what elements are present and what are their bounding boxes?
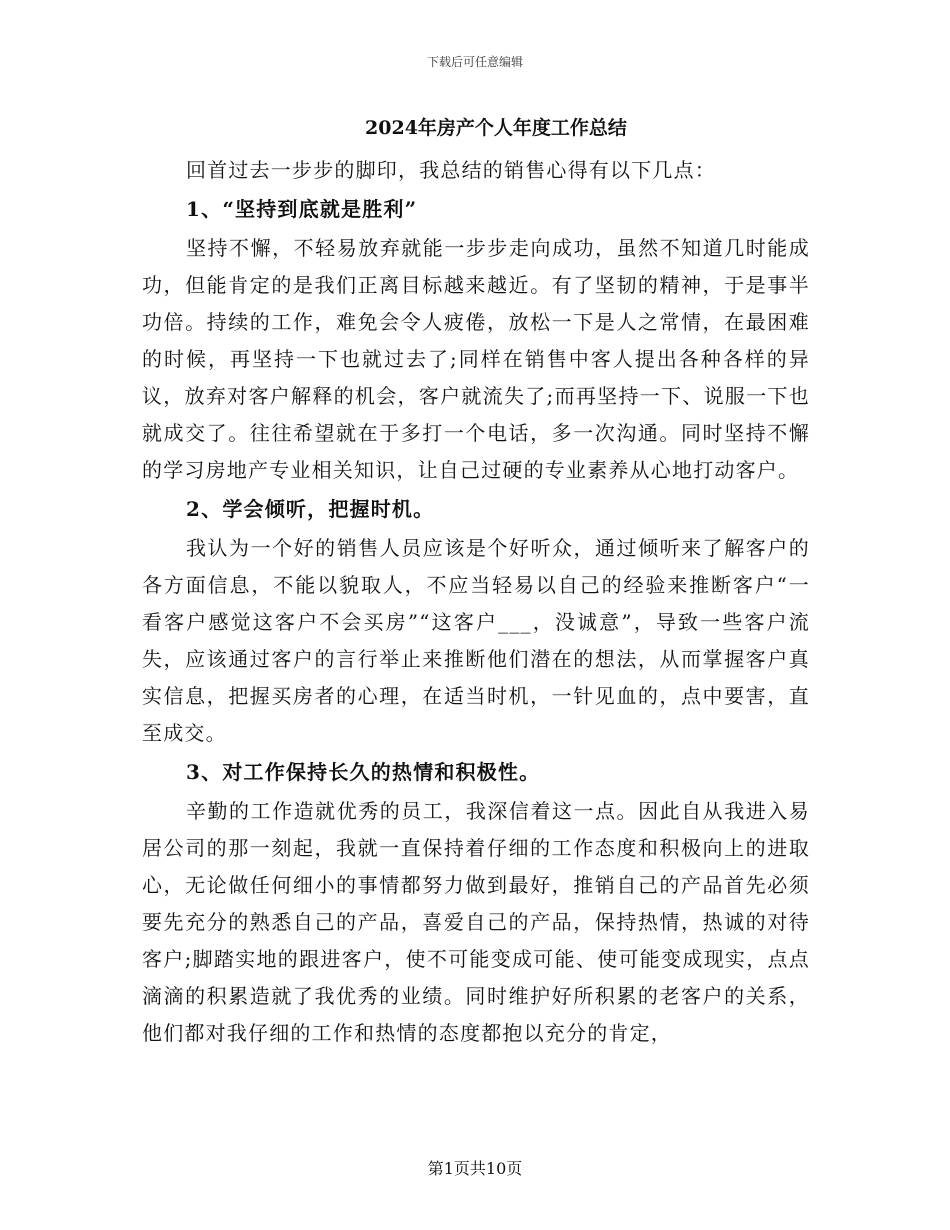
- section-body-2: 我认为一个好的销售人员应该是个好听众，通过倾听来了解客户的各方面信息，不能以貌取人，不应当轻易以自己的经验来推断客户“一看客户感觉这客户不会买房”“这客户___，没诚意”，导致一些客户流失，应该通过客户的言行举止来推断他们潜在的想法，从而掌握客户真实信息，把握买房者的心理，在适当时机，一针见血的，点中要害，直至成交。: [142, 536, 810, 745]
- page-footer: 第1页共10页: [427, 1159, 523, 1178]
- section-body-3: 辛勤的工作造就优秀的员工，我深信着这一点。因此自从我进入易居公司的那一刻起，我就一直保持着仔细的工作态度和积极向上的进取心，无论做任何细小的事情都努力做到最好，推销自己的产品首先必须要先充分的熟悉自己的产品，喜爱自己的产品，保持热情，热诚的对待客户;脚踏实地的跟进客户，使不可能变成可能、使可能变成现实，点点滴滴的积累造就了我优秀的业绩。同时维护好所积累的老客户的关系，他们都对我仔细的工作和热情的态度都抱以充分的肯定，: [142, 799, 810, 1045]
- section-body-1: 坚持不懈，不轻易放弃就能一步步走向成功，虽然不知道几时能成功，但能肯定的是我们正离目标越来越近。有了坚韧的精神，于是事半功倍。持续的工作，难免会令人疲倦，放松一下是人之常情，在最困难的时候，再坚持一下也就过去了;同样在销售中客人提出各种各样的异议，放弃对客户解释的机会，客户就流失了;而再坚持一下、说服一下也就成交了。往往希望就在于多打一个电话，多一次沟通。同时坚持不懈的学习房地产专业相关知识，让自己过硬的专业素养从心地打动客户。: [142, 236, 810, 482]
- page-header-note: 下载后可任意编辑: [426, 55, 523, 69]
- section-heading-2: 2、学会倾听，把握时机。: [186, 497, 435, 521]
- intro-paragraph: 回首过去一步步的脚印，我总结的销售心得有以下几点：: [186, 158, 716, 182]
- document-body: [142, 112, 810, 1054]
- section-heading-1: 1、“坚持到底就是胜利”: [186, 197, 418, 221]
- document-title: 2024年房产个人年度工作总结: [365, 117, 627, 139]
- section-heading-3: 3、对工作保持长久的热情和积极性。: [186, 760, 541, 784]
